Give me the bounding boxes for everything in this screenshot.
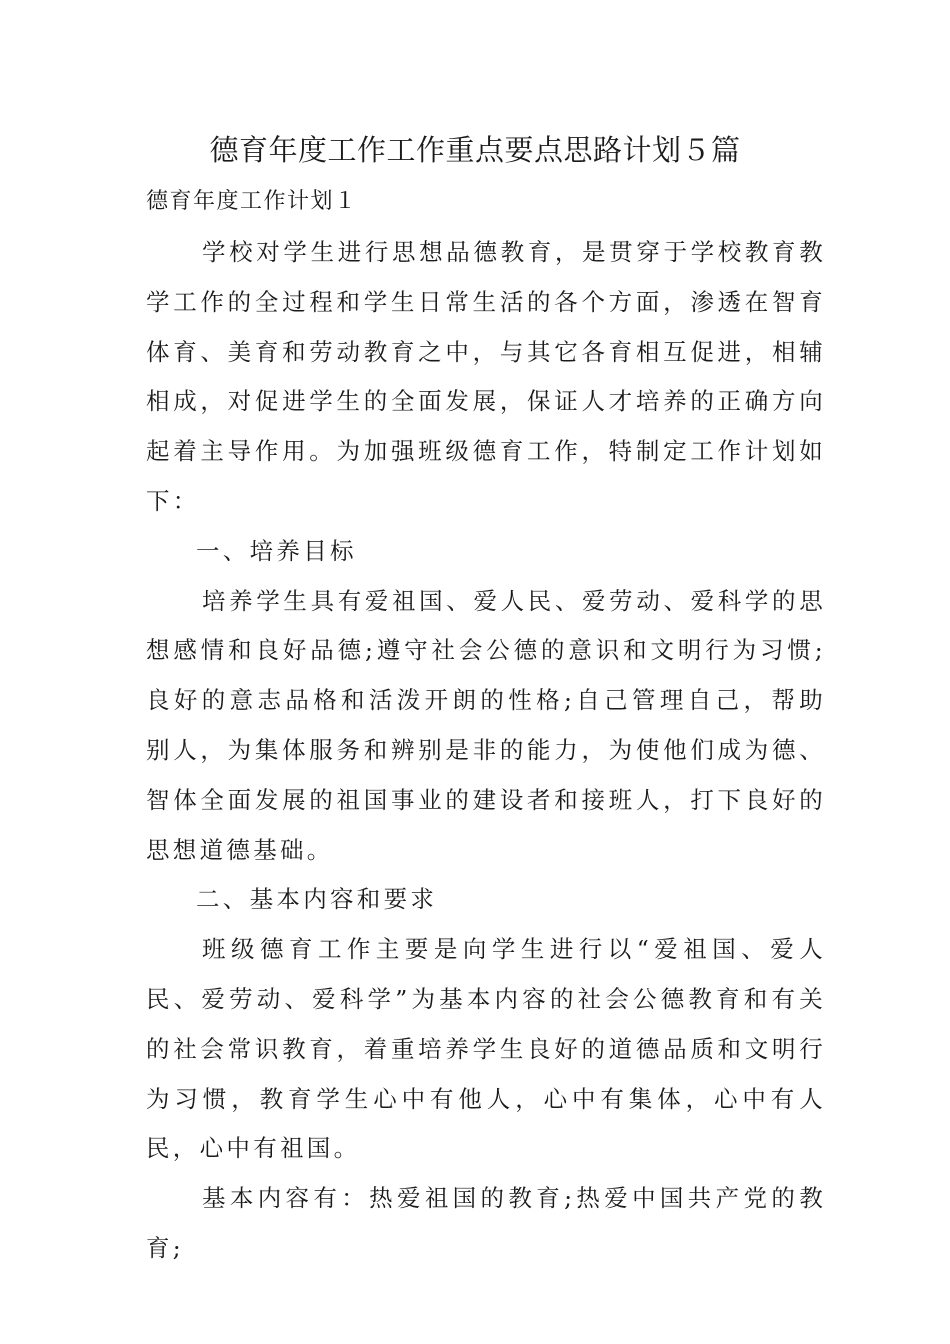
paragraph-basic-content: 班级德育工作主要是向学生进行以“爱祖国、爱人民、爱劳动、爱科学”为基本内容的社会公德教育和有关的社会常识教育，着重培养学生良好的道德品质和文明行为习惯，教育学生心中有他人，心中有集体，心中有人民，心中有祖国。: [146, 935, 826, 1163]
document-body: [146, 228, 826, 1274]
paragraph-training-goals: 培养学生具有爱祖国、爱人民、爱劳动、爱科学的思想感情和良好品德;遵守社会公德的意识和文明行为习惯;良好的意志品格和活泼开朗的性格;自己管理自己，帮助别人，为集体服务和辨别是非的能力，为使他们成为德、智体全面发展的祖国事业的建设者和接班人，打下良好的思想道德基础。: [146, 586, 826, 864]
document-title: 德育年度工作工作重点要点思路计划５篇: [209, 133, 741, 167]
paragraph-content-list: 基本内容有：热爱祖国的教育;热爱中国共产党的教育;: [146, 1184, 826, 1262]
heading-training-goals: 一、培养目标: [196, 536, 357, 565]
section-subtitle: 德育年度工作计划１: [146, 189, 358, 214]
heading-basic-content: 二、基本内容和要求: [196, 885, 438, 914]
paragraph-intro: 学校对学生进行思想品德教育，是贯穿于学校教育教学工作的全过程和学生日常生活的各个方面，渗透在智育体育、美育和劳动教育之中，与其它各育相互促进，相辅相成，对促进学生的全面发展，保证人才培养的正确方向起着主导作用。为加强班级德育工作，特制定工作计划如下：: [146, 238, 826, 515]
